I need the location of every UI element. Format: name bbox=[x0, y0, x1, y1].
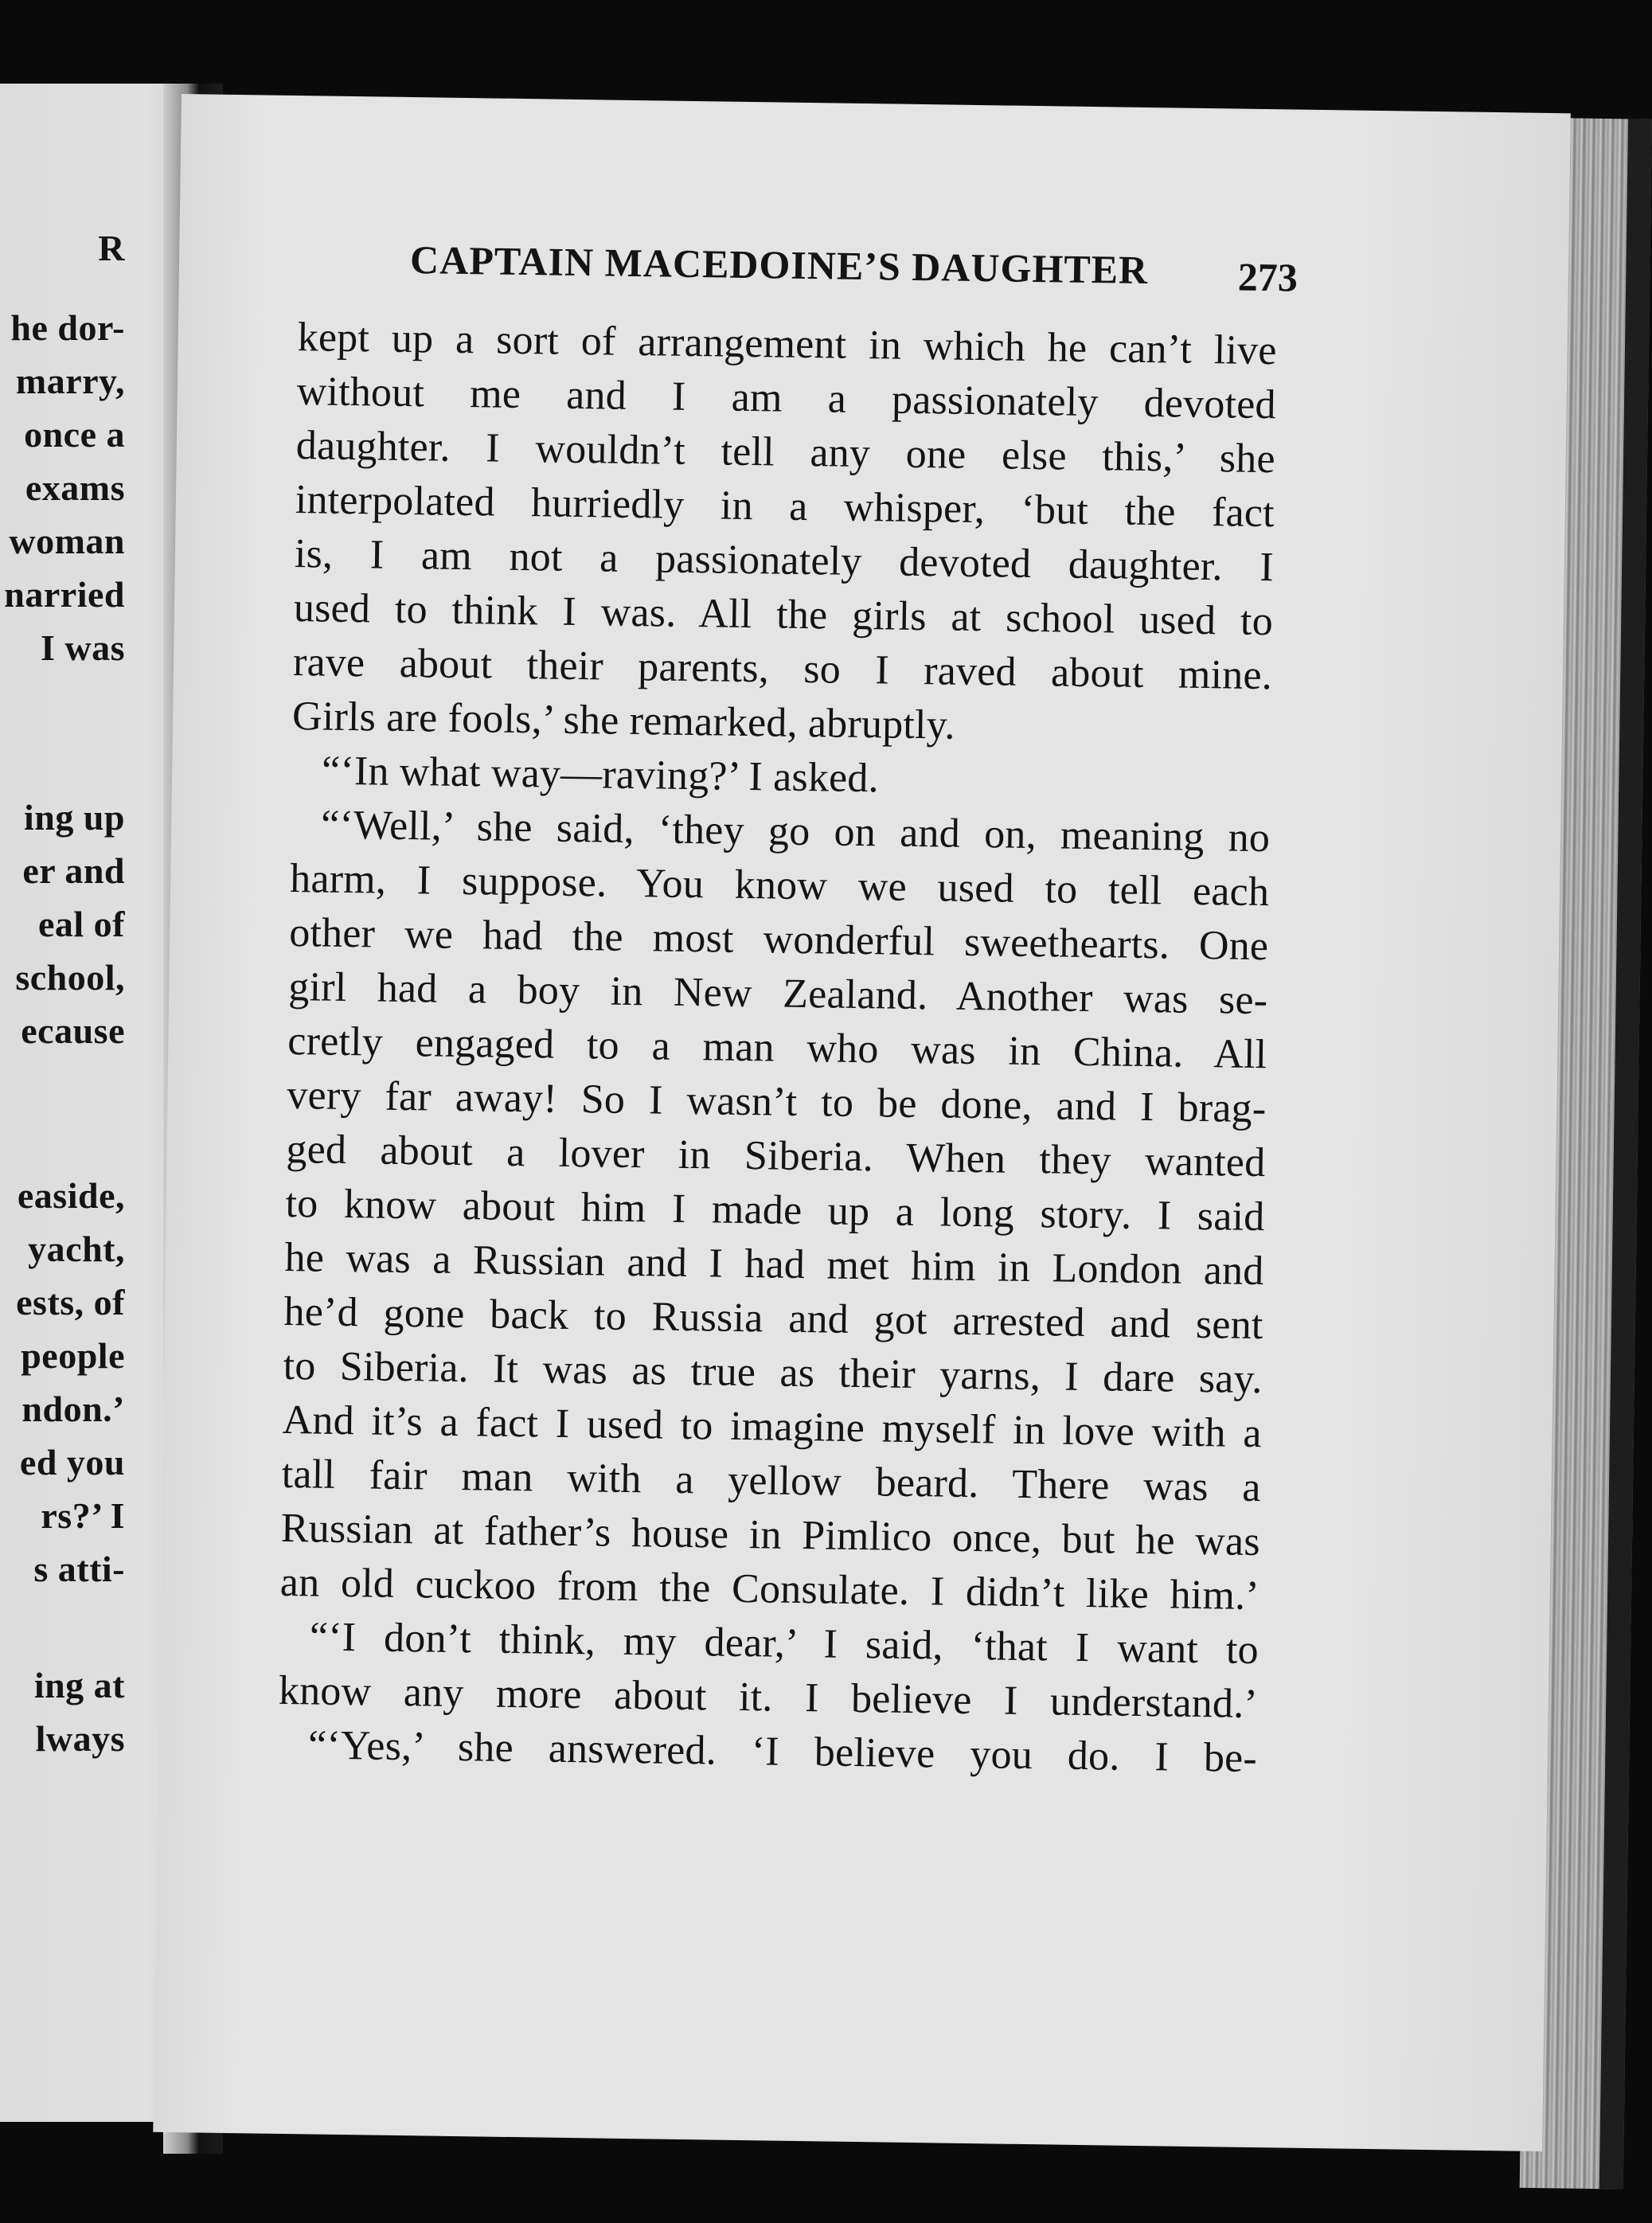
text-line: harm, I suppose. You know we used to tell each bbox=[289, 856, 1270, 916]
left-page-fragment: once a bbox=[24, 414, 125, 455]
left-page-fragment: narried bbox=[4, 574, 125, 615]
text-line: Russian at father’s house in Pimlico once, but he was bbox=[280, 1505, 1261, 1565]
left-page-fragment: ing up bbox=[23, 797, 125, 838]
left-page-fragment: exams bbox=[25, 467, 125, 508]
text-line: an old cuckoo from the Consulate. I didn’t like him.’ bbox=[279, 1559, 1260, 1619]
left-page-fragment: lways bbox=[35, 1718, 125, 1759]
running-head: CAPTAIN MACEDOINE’S DAUGHTER bbox=[409, 237, 1149, 292]
left-page-fragment: he dor- bbox=[10, 307, 125, 348]
left-page-fragment: easide, bbox=[17, 1175, 125, 1216]
text-line: rave about their parents, so I raved about mine. bbox=[292, 639, 1273, 699]
text-line: ged about a lover in Siberia. When they wanted bbox=[286, 1126, 1266, 1186]
left-page-fragment: woman bbox=[9, 521, 125, 561]
left-page-fragment: marry, bbox=[15, 361, 125, 401]
page-number: 273 bbox=[1237, 254, 1299, 300]
text-line: to Siberia. It was as true as their yarns, I dare say. bbox=[283, 1342, 1263, 1403]
text-line: kept up a sort of arrangement in which he can’t live bbox=[297, 315, 1278, 374]
left-page-fragment: ndon.’ bbox=[21, 1389, 125, 1429]
text-line: “‘I don’t think, my dear,’ I said, ‘that I want to bbox=[309, 1614, 1260, 1674]
left-page-fragment: yacht, bbox=[28, 1229, 125, 1269]
text-line: cretly engaged to a man who was in China. All bbox=[287, 1018, 1267, 1078]
left-page-fragment: ecause bbox=[21, 1010, 125, 1051]
left-page-fragment: R bbox=[98, 228, 125, 268]
text-line: girl had a boy in New Zealand. Another was se- bbox=[287, 963, 1268, 1024]
text-line: he’d gone back to Russia and got arrested and sent bbox=[283, 1288, 1263, 1349]
text-line: interpolated hurriedly in a whisper, ‘but the fact bbox=[295, 477, 1275, 537]
left-page-fragment: s atti- bbox=[33, 1549, 125, 1589]
left-page-fragment: ed you bbox=[19, 1442, 125, 1483]
text-line: he was a Russian and I had met him in London and bbox=[284, 1234, 1264, 1295]
text-line: other we had the most wonderful sweethearts. One bbox=[288, 909, 1269, 970]
right-page bbox=[153, 94, 1571, 2151]
text-line: “‘Yes,’ she answered. ‘I believe you do. I be- bbox=[307, 1722, 1258, 1782]
left-page-fragment: eal of bbox=[37, 904, 125, 944]
text-line: Girls are fools,’ she remarked, abruptly. bbox=[291, 693, 956, 748]
left-page-fragment: er and bbox=[22, 850, 125, 891]
text-line: is, I am not a passionately devoted daughter. I bbox=[294, 531, 1275, 591]
left-page-fragment: people bbox=[21, 1335, 125, 1376]
text-line: daughter. I wouldn’t tell any one else this,’ she bbox=[295, 423, 1276, 482]
text-line: used to think I was. All the girls at school used to bbox=[293, 585, 1274, 645]
left-page-fragment: ing at bbox=[33, 1665, 125, 1705]
text-line: without me and I am a passionately devoted bbox=[296, 369, 1277, 428]
body-text bbox=[278, 311, 1278, 1786]
left-page-fragment: school, bbox=[15, 957, 125, 998]
text-line: very far away! So I wasn’t to be done, and I brag- bbox=[287, 1072, 1267, 1132]
left-page-fragment: rs?’ I bbox=[41, 1495, 125, 1536]
text-line: know any more about it. I believe I understand.’ bbox=[278, 1667, 1259, 1728]
text-line: tall fair man with a yellow beard. There was a bbox=[281, 1451, 1262, 1511]
left-page-fragment: I was bbox=[40, 627, 125, 668]
text-line: And it’s a fact I used to imagine myself in love with a bbox=[282, 1397, 1263, 1457]
text-line: “‘In what way—raving?’ I asked. bbox=[321, 748, 880, 802]
text-line: “‘Well,’ she said, ‘they go on and on, meaning no bbox=[320, 802, 1271, 861]
text-line: to know about him I made up a long story. I said bbox=[285, 1180, 1265, 1240]
left-page-fragment: ests, of bbox=[16, 1282, 125, 1322]
